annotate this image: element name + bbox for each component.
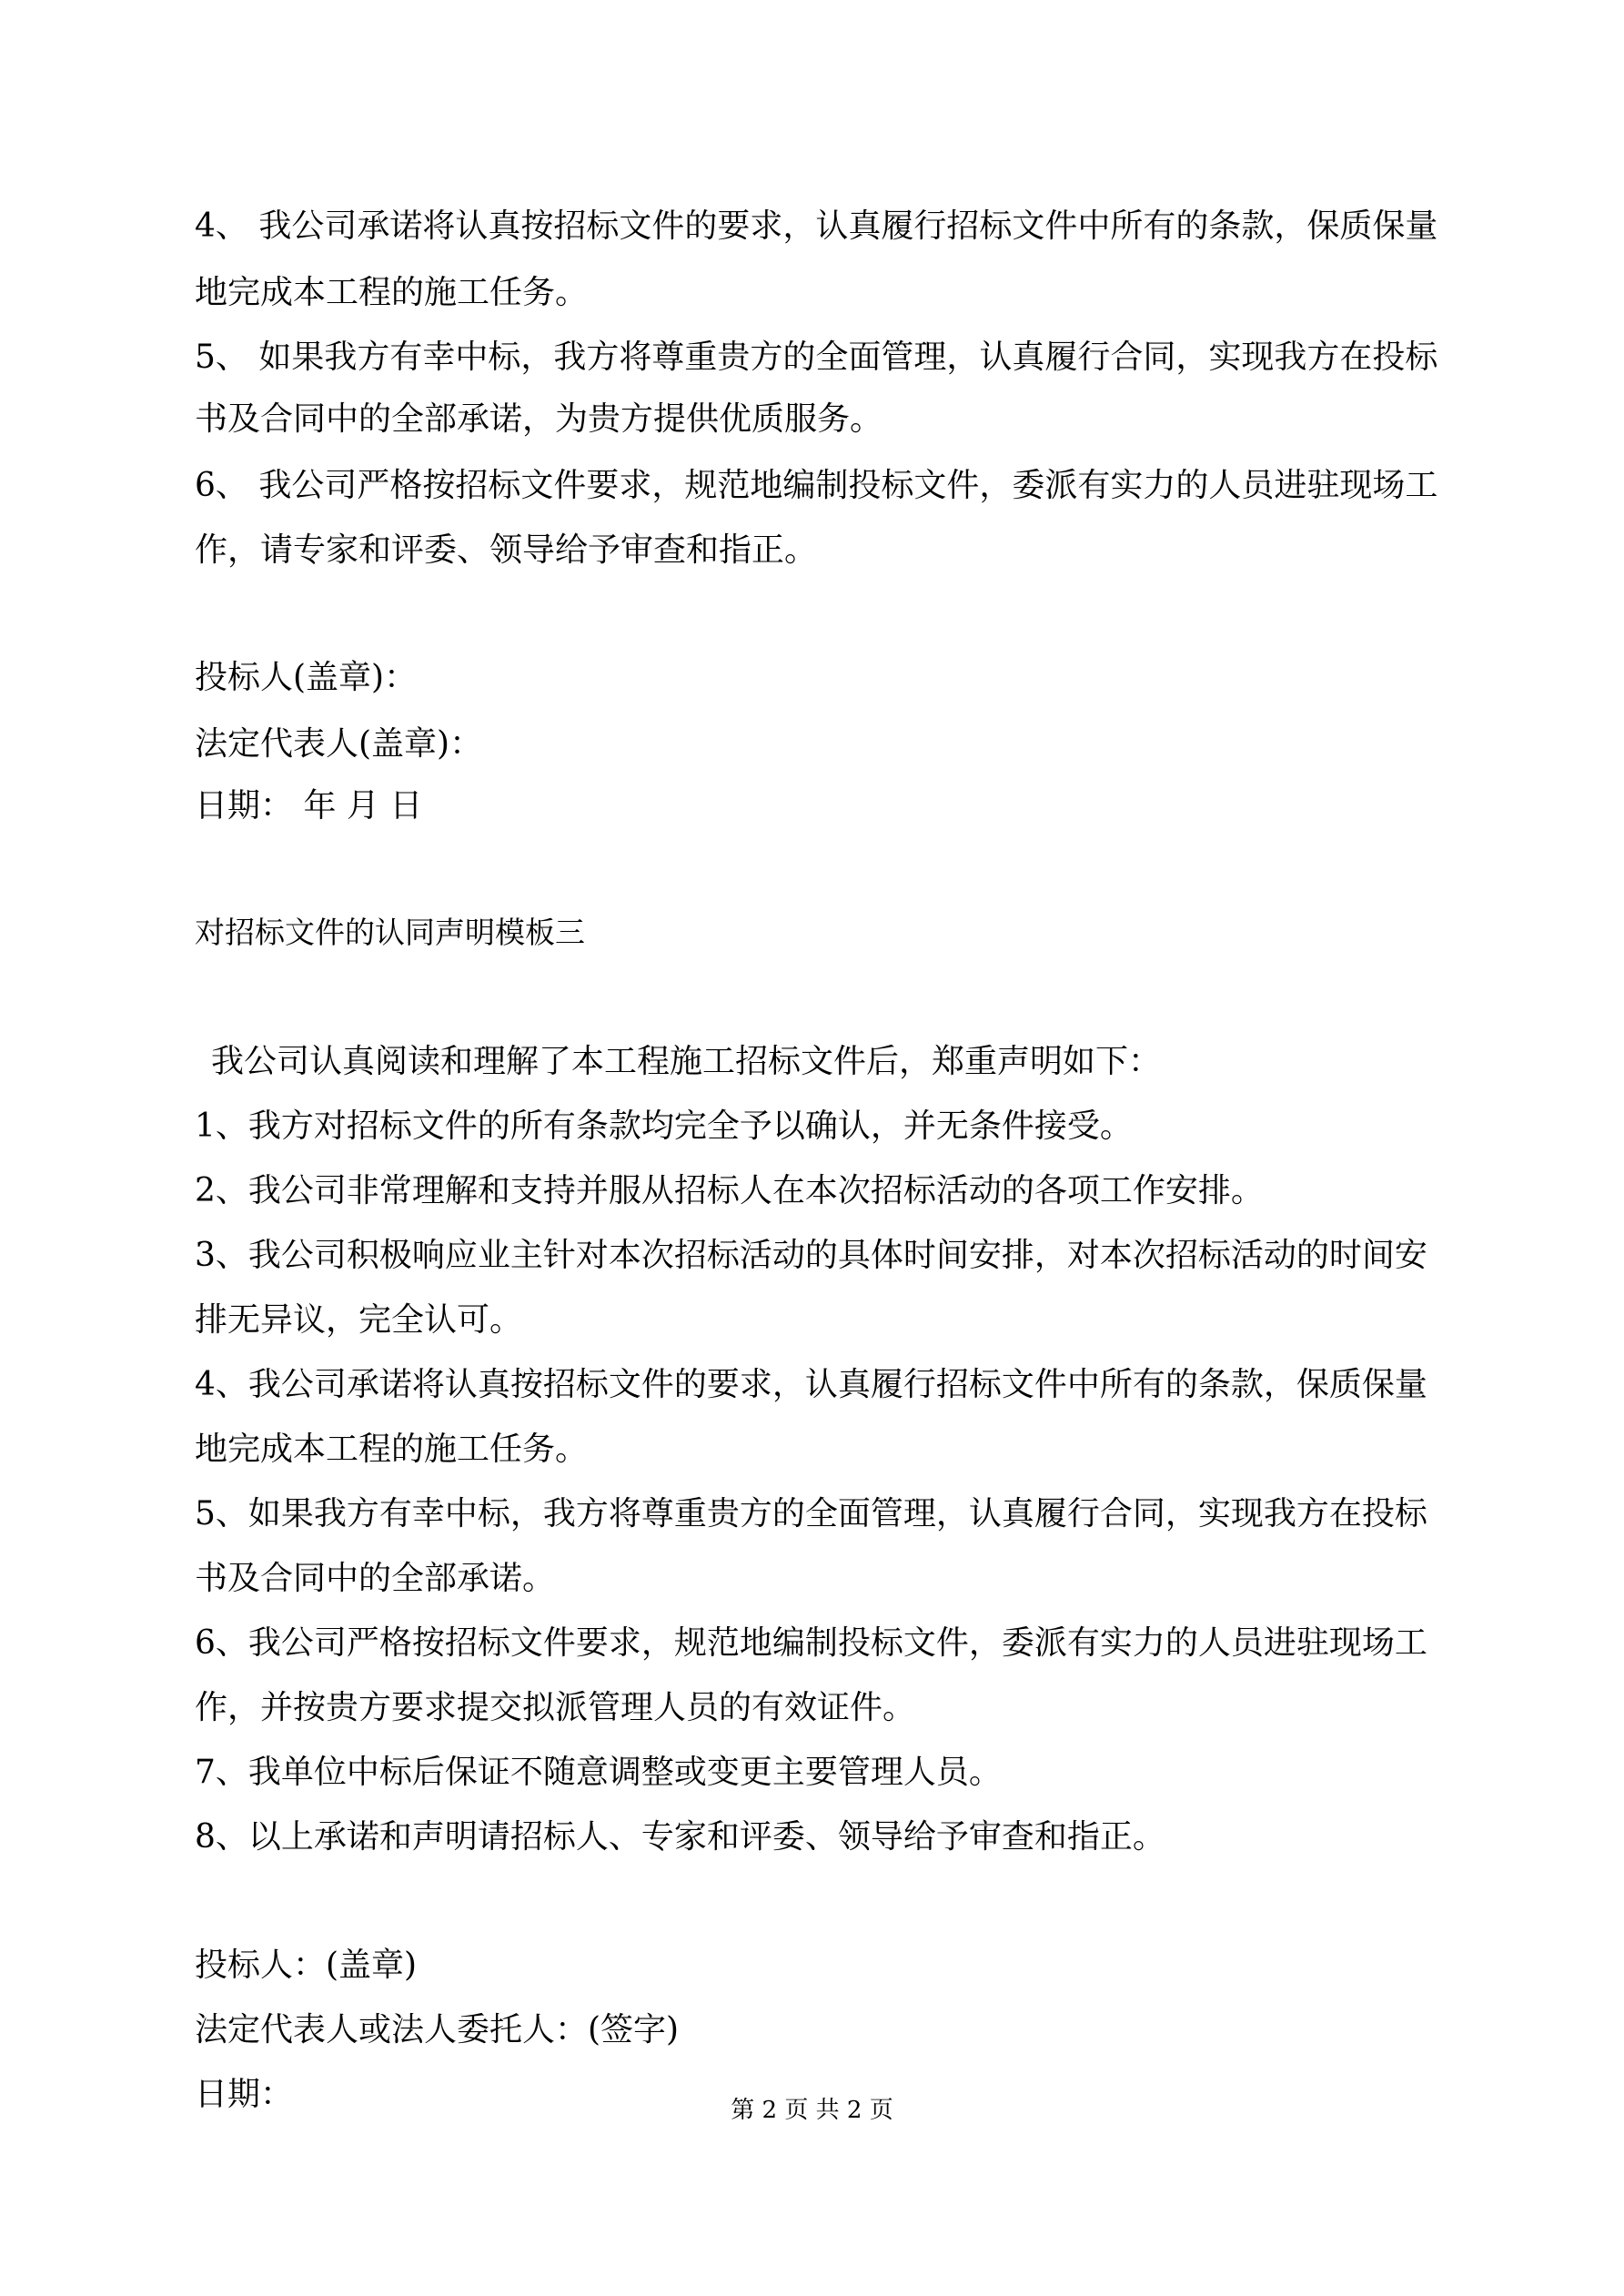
- paragraph-line: 5、如果我方有幸中标，我方将尊重贵方的全面管理，认真履行合同，实现我方在投标: [195, 1495, 1427, 1532]
- intro-paragraph: 我公司认真阅读和理解了本工程施工招标文件后，郑重声明如下：: [211, 1043, 1162, 1080]
- paragraph-line: 地完成本工程的施工任务。: [195, 274, 589, 311]
- paragraph-line: 1、我方对招标文件的所有条款均完全予以确认，并无条件接受。: [195, 1108, 1133, 1145]
- paragraph-line: 5、 如果我方有幸中标，我方将尊重贵方的全面管理，认真履行合同，实现我方在投标: [195, 339, 1438, 376]
- paragraph-line: 4、我公司承诺将认真按招标文件的要求，认真履行招标文件中所有的条款，保质保量: [195, 1366, 1427, 1403]
- paragraph-line: 2、我公司非常理解和支持并服从招标人在本次招标活动的各项工作安排。: [195, 1172, 1264, 1209]
- paragraph-line: 排无异议，完全认可。: [195, 1301, 523, 1339]
- paragraph-line: 作，并按贵方要求提交拟派管理人员的有效证件。: [195, 1689, 916, 1726]
- legal-representative-line: 法定代表人或法人委托人：(签字): [195, 2011, 680, 2048]
- paragraph-line: 书及合同中的全部承诺，为贵方提供优质服务。: [195, 400, 883, 438]
- bidder-signature-line: 投标人(盖章)：: [195, 659, 418, 696]
- date-line: 日期：: [195, 2076, 294, 2113]
- paragraph-line: 6、 我公司严格按招标文件要求，规范地编制投标文件，委派有实力的人员进驻现场工: [195, 467, 1438, 504]
- paragraph-line: 地完成本工程的施工任务。: [195, 1431, 589, 1468]
- paragraph-line: 8、以上承诺和声明请招标人、专家和评委、领导给予审查和指正。: [195, 1818, 1165, 1856]
- paragraph-line: 7、我单位中标后保证不随意调整或变更主要管理人员。: [195, 1754, 1002, 1791]
- paragraph-line: 4、 我公司承诺将认真按招标文件的要求，认真履行招标文件中所有的条款，保质保量: [195, 207, 1438, 245]
- section-title: 对招标文件的认同声明模板三: [195, 915, 585, 950]
- paragraph-line: 作，请专家和评委、领导给予审查和指正。: [195, 531, 818, 569]
- page-number-footer: 第 2 页 共 2 页: [731, 2097, 893, 2124]
- paragraph-line: 3、我公司积极响应业主针对本次招标活动的具体时间安排，对本次招标活动的时间安: [195, 1237, 1427, 1274]
- legal-representative-line: 法定代表人(盖章)：: [195, 725, 483, 763]
- paragraph-line: 书及合同中的全部承诺。: [195, 1560, 556, 1597]
- bidder-signature-line: 投标人：(盖章): [195, 1947, 418, 1984]
- paragraph-line: 6、我公司严格按招标文件要求，规范地编制投标文件，委派有实力的人员进驻现场工: [195, 1624, 1427, 1662]
- date-line: 日期： 年 月 日: [195, 787, 423, 824]
